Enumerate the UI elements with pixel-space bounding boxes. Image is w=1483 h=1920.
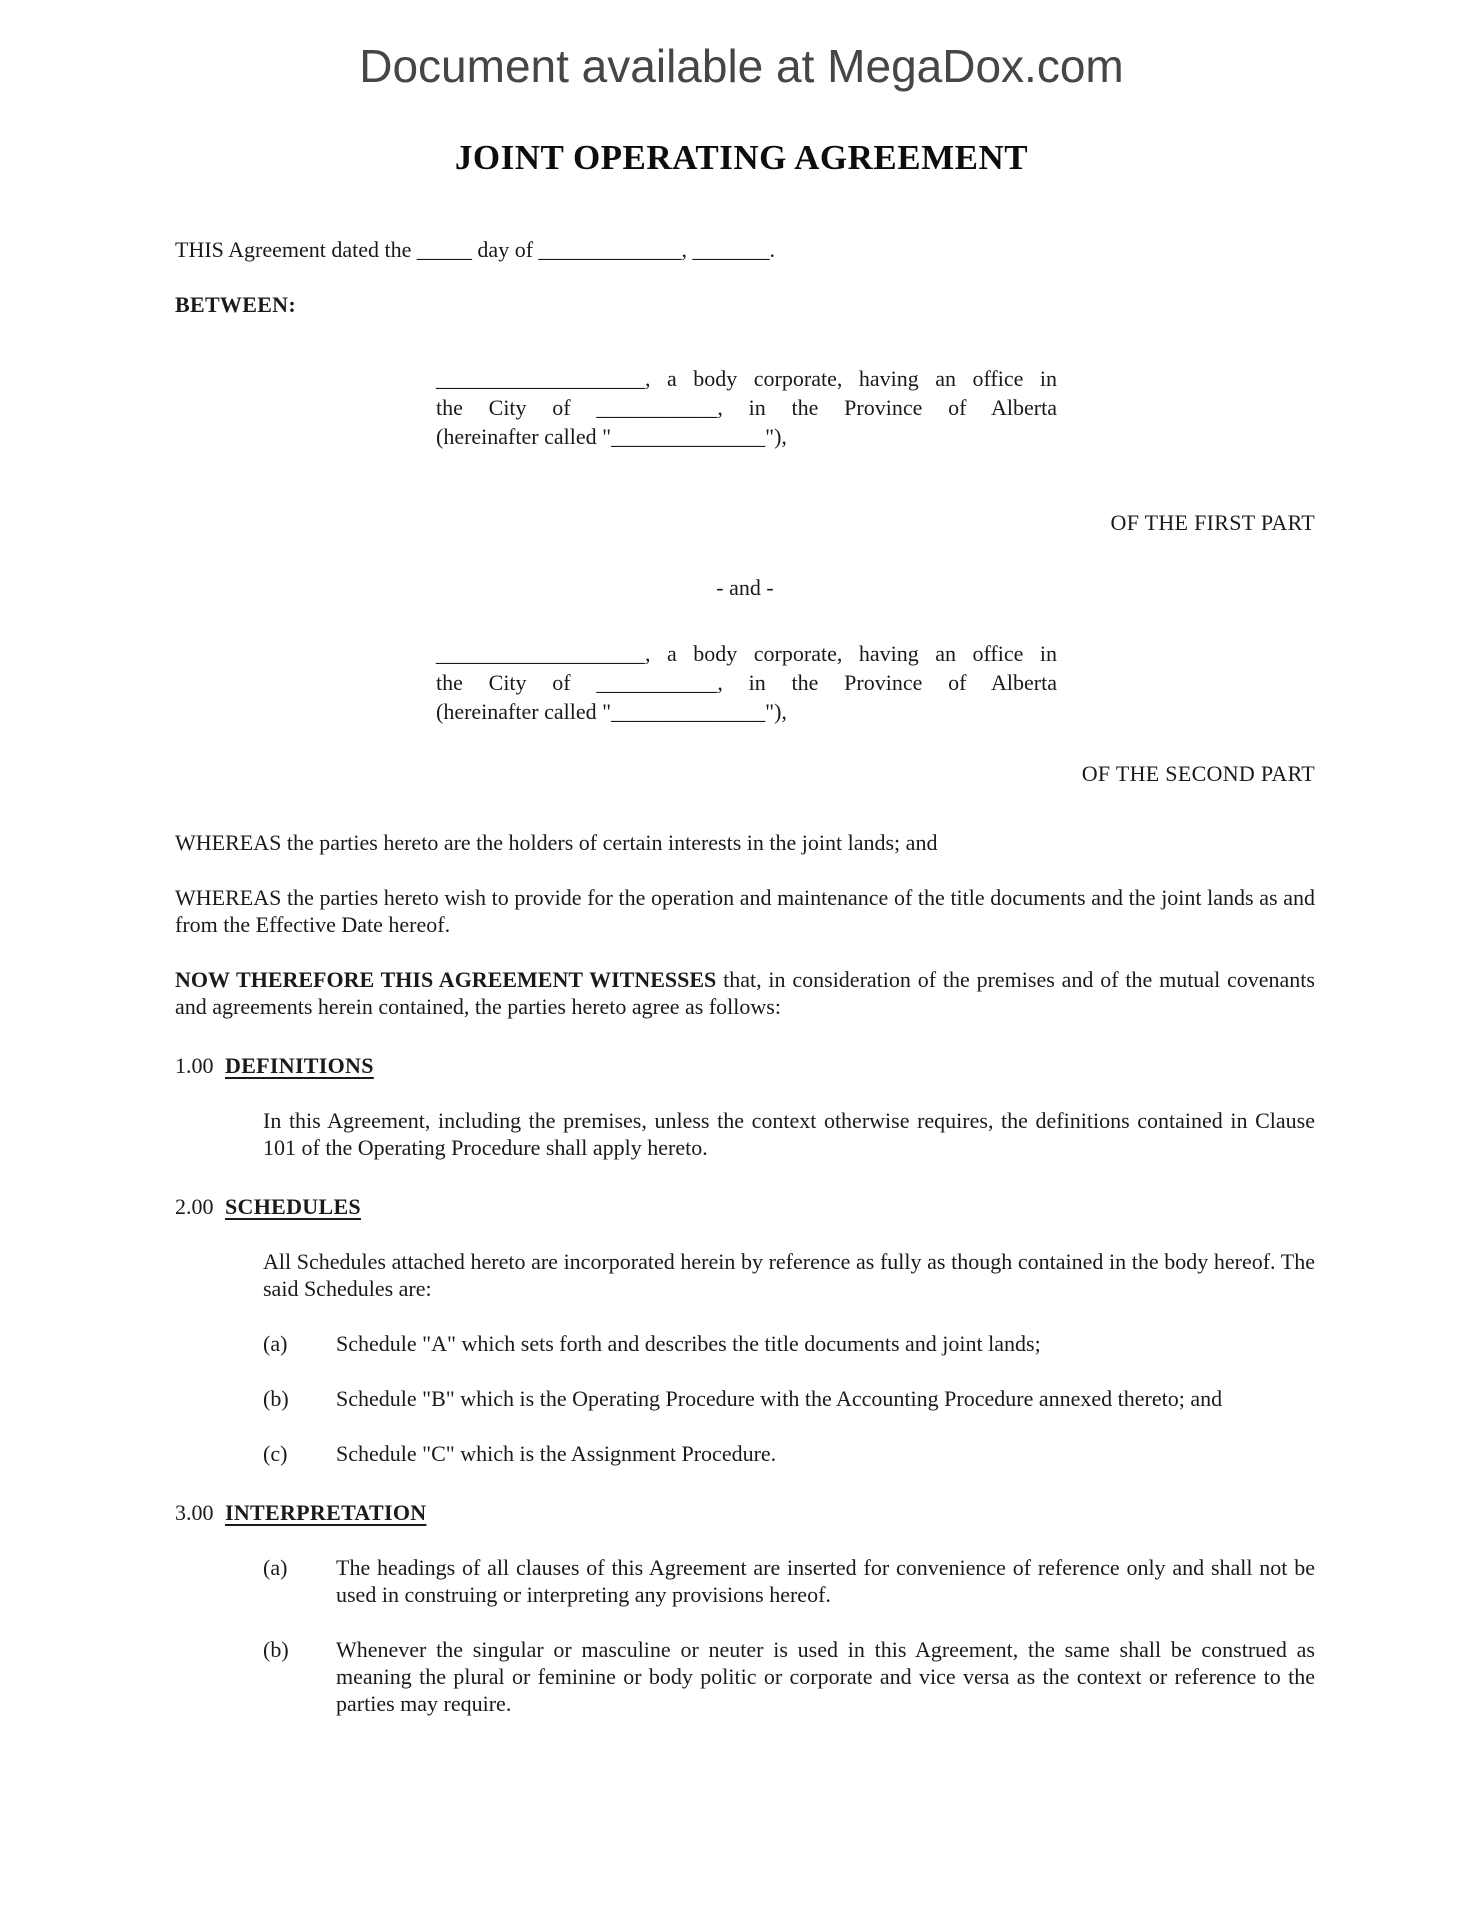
enactment-rest: that, in consideration of the premises and of the mutual covenants and agreements herein contained, the parties hereto agree as follows: [175, 967, 1315, 1019]
schedule-item-a [263, 1330, 1315, 1357]
item-marker: (b) [263, 1637, 289, 1662]
section-number: 2.00 [175, 1194, 214, 1219]
first-part-designation: OF THE FIRST PART [1110, 510, 1315, 535]
party-line: ___________________, a body corporate, having an office in [436, 641, 1057, 666]
item-marker: (c) [263, 1441, 288, 1466]
schedule-item-c [263, 1440, 1315, 1467]
and-separator: - and - [716, 575, 774, 600]
section-title: INTERPRETATION [225, 1500, 427, 1525]
section-number: 3.00 [175, 1500, 214, 1525]
section-heading-schedules [175, 1193, 1315, 1220]
section-title: DEFINITIONS [225, 1053, 374, 1078]
recital-paragraph: WHEREAS the parties hereto are the holders of certain interests in the joint lands; and [175, 830, 938, 855]
section-title: SCHEDULES [225, 1194, 361, 1219]
enactment-lead: NOW THEREFORE THIS AGREEMENT WITNESSES [175, 967, 717, 992]
item-text: Schedule "A" which sets forth and describes the title documents and joint lands; [336, 1331, 1041, 1356]
section-heading-interpretation [175, 1499, 1315, 1526]
second-party-block [436, 639, 1057, 726]
item-text: The headings of all clauses of this Agreement are inserted for convenience of reference only and shall not be used in construing or interpreting any provisions hereof. [336, 1555, 1315, 1607]
section-number: 1.00 [175, 1053, 214, 1078]
second-part-designation: OF THE SECOND PART [1081, 761, 1315, 786]
watermark-banner: Document available at MegaDox.com [359, 40, 1124, 92]
item-marker: (a) [263, 1555, 288, 1580]
agreement-date-line: THIS Agreement dated the _____ day of _____________, _______. [175, 237, 776, 262]
party-line: ___________________, a body corporate, having an office in [436, 366, 1057, 391]
first-party-block [436, 364, 1057, 451]
enactment-paragraph [175, 966, 1315, 1020]
document-body [0, 236, 1483, 1717]
item-text: Schedule "B" which is the Operating Procedure with the Accounting Procedure annexed thereto; and [336, 1386, 1223, 1411]
schedule-item-b [263, 1385, 1315, 1412]
party-line: (hereinafter called "______________"), [436, 424, 787, 449]
item-marker: (b) [263, 1386, 289, 1411]
interpretation-item-a [263, 1554, 1315, 1608]
section-body-definitions: In this Agreement, including the premises, unless the context otherwise requires, the definitions contained in Clause 101 of the Operating Procedure shall apply hereto. [263, 1108, 1315, 1160]
item-text: Schedule "C" which is the Assignment Procedure. [336, 1441, 777, 1466]
party-line: the City of ___________, in the Province of Alberta [436, 670, 1057, 695]
document-title: JOINT OPERATING AGREEMENT [454, 138, 1029, 177]
recital-paragraph: WHEREAS the parties hereto wish to provide for the operation and maintenance of the title documents and the joint lands as and from the Effective Date hereof. [175, 885, 1315, 937]
party-line: the City of ___________, in the Province of Alberta [436, 395, 1057, 420]
section-heading-definitions [175, 1052, 1315, 1079]
interpretation-item-b [263, 1636, 1315, 1717]
section-body-schedules: All Schedules attached hereto are incorporated herein by reference as fully as though contained in the body hereof. The said Schedules are: [263, 1249, 1315, 1301]
item-text: Whenever the singular or masculine or neuter is used in this Agreement, the same shall be construed as meaning the plural or feminine or body politic or corporate and vice versa as the context or reference to the parties may require. [336, 1637, 1315, 1716]
party-line: (hereinafter called "______________"), [436, 699, 787, 724]
between-label: BETWEEN: [175, 292, 296, 317]
item-marker: (a) [263, 1331, 288, 1356]
